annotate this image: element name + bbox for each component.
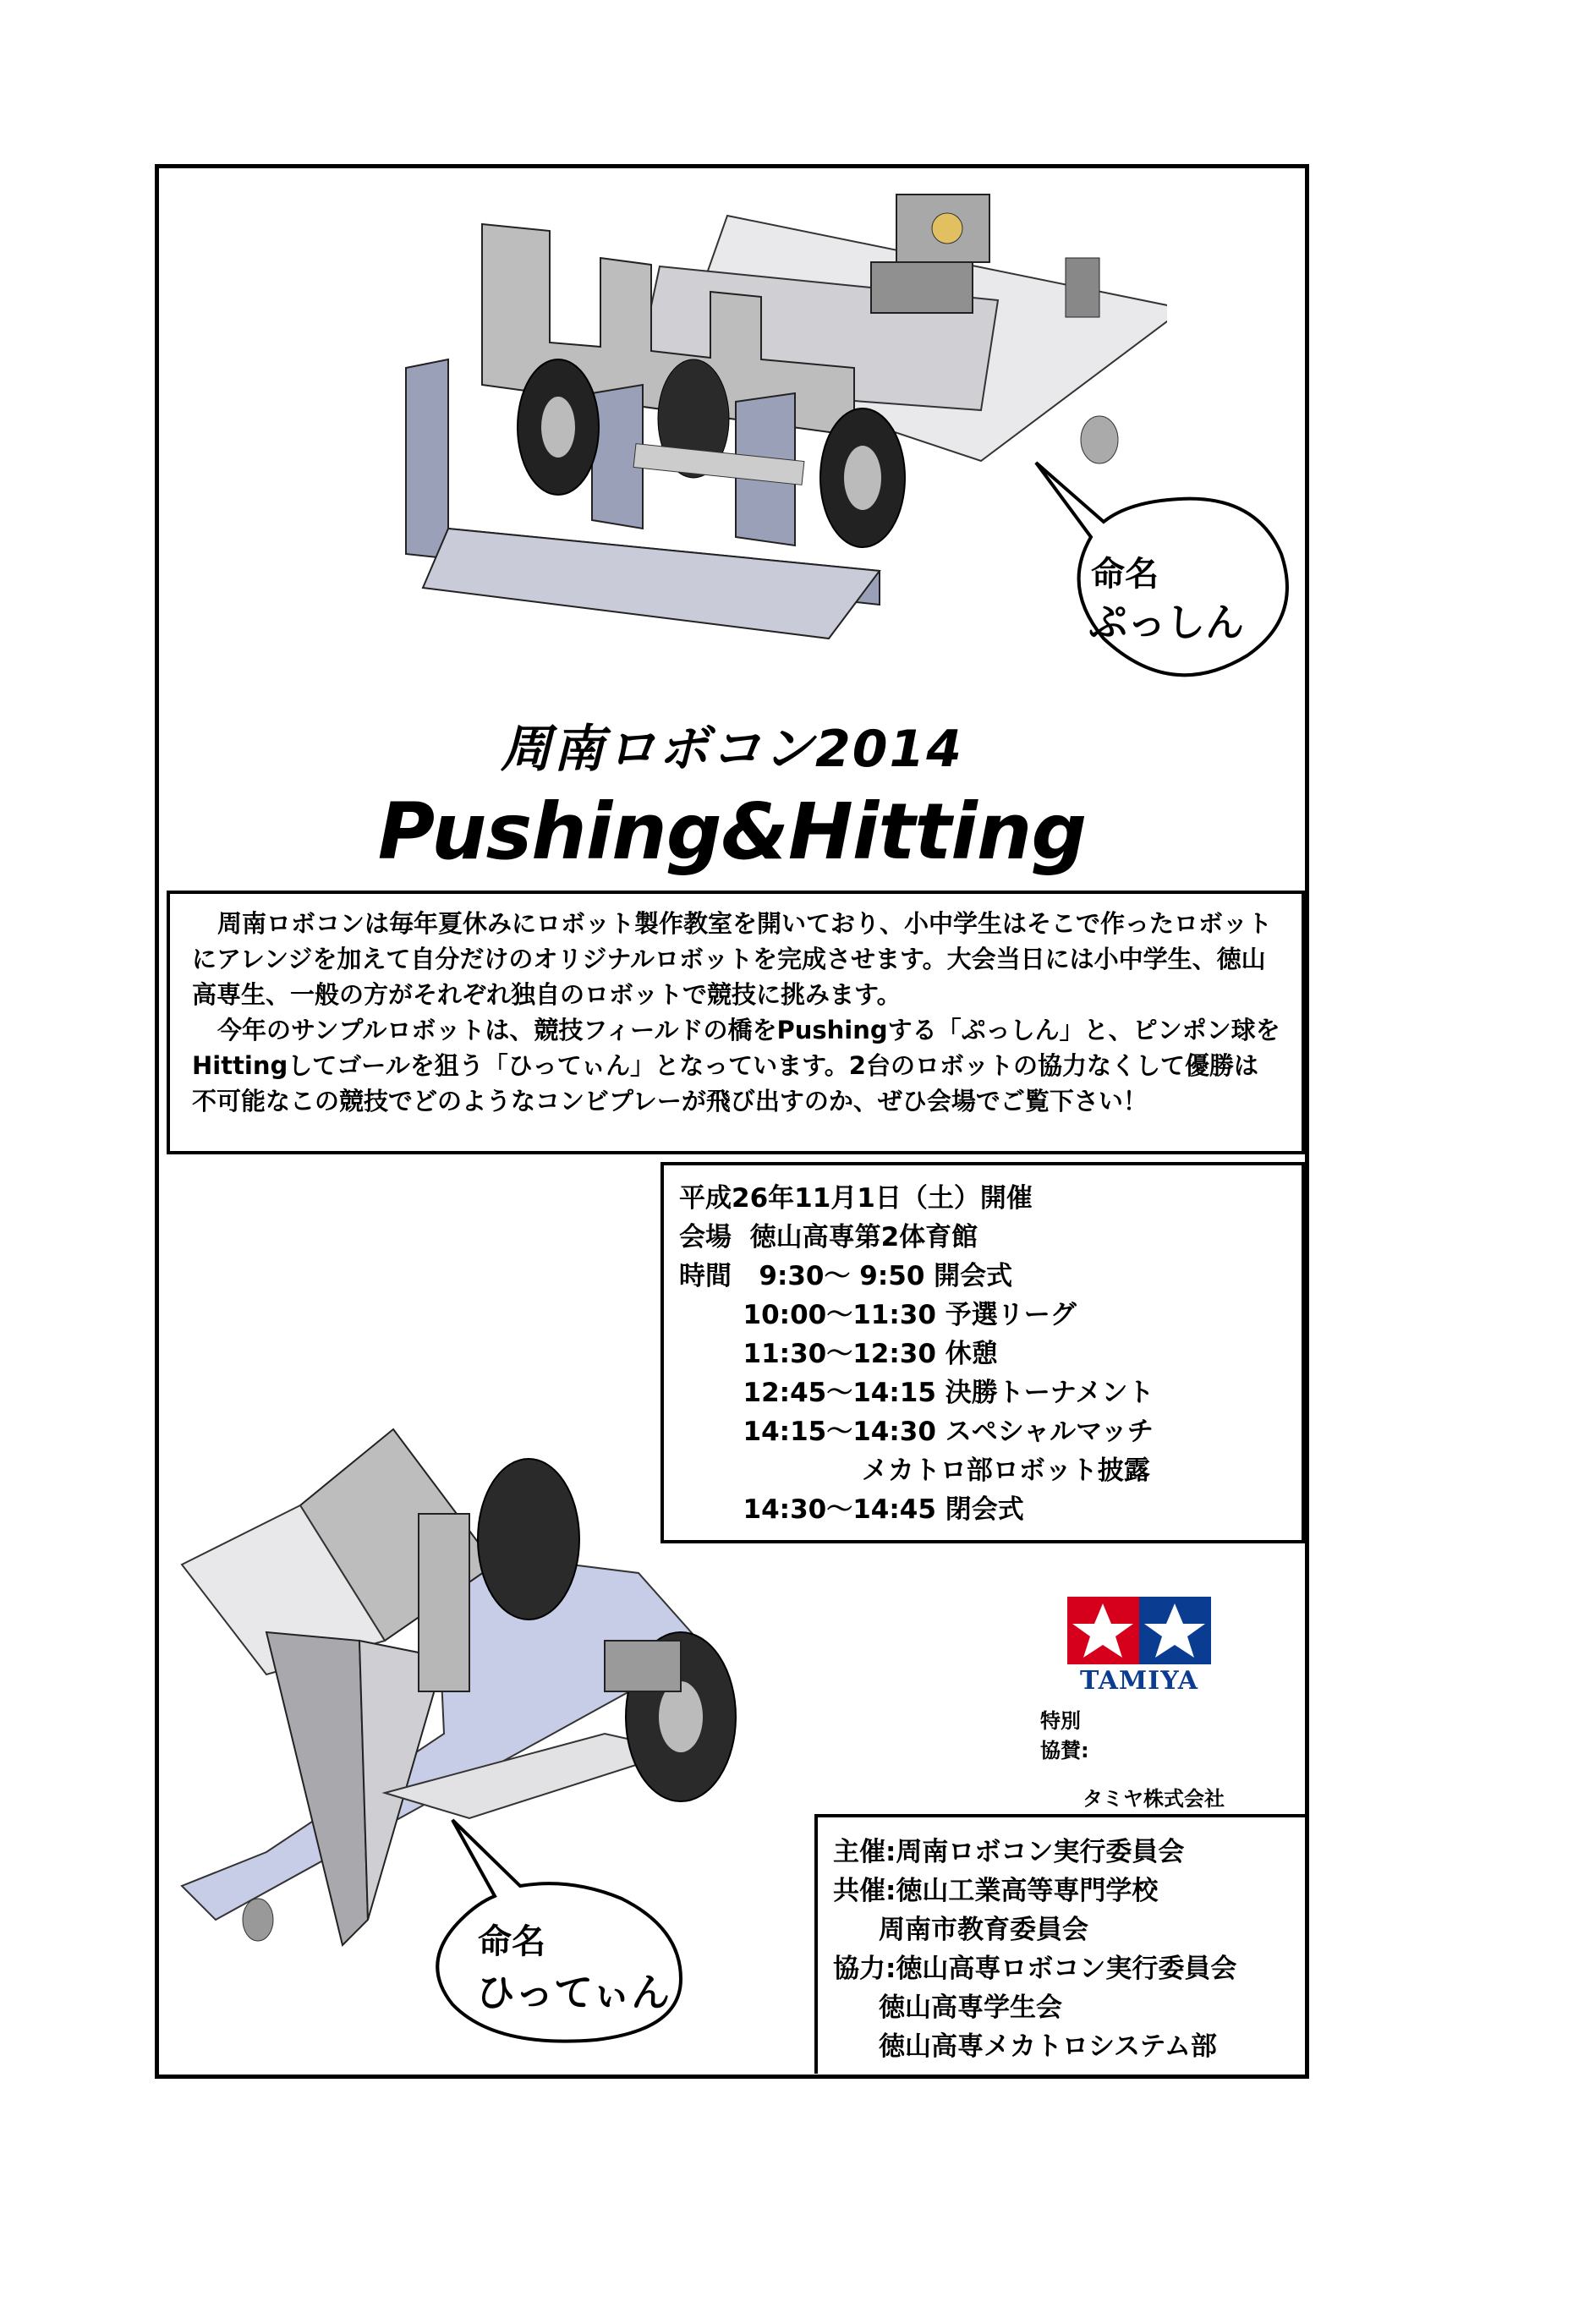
schedule-item: 12:45～14:15 決勝トーナメント	[679, 1378, 1154, 1408]
event-venue: 会場 徳山高専第2体育館	[679, 1222, 978, 1252]
schedule-item: 10:00～11:30 予選リーグ	[679, 1300, 1077, 1330]
schedule-item: 14:15～14:30 スペシャルマッチ	[679, 1417, 1154, 1447]
intro-paragraph-1: 周南ロボコンは毎年夏休みにロボット製作教室を開いており、小中学生はそこで作ったロボットにアレンジを加えて自分だけのオリジナルロボットを完成させます。大会当日には小中学生、徳山高専生、一般の方がそれぞれ独自のロボットで競技に挑みます。	[192, 909, 1273, 1009]
bubble-label: 命名	[1091, 555, 1159, 594]
schedule-item: 時間 9:30～ 9:50 開会式	[679, 1261, 1013, 1291]
bubble-label: 命名	[478, 1922, 545, 1961]
organizer-row: 徳山高専メカトロシステム部	[833, 2031, 1217, 2062]
bubble-robot-name: ひってぃん	[476, 1970, 671, 2015]
intro-box	[167, 891, 1305, 1154]
event-title: 周南ロボコン2014	[501, 720, 963, 779]
tamiya-logo-text: TAMIYA	[1080, 1666, 1198, 1696]
sponsor-block	[814, 1597, 1225, 1812]
sponsor-label: 特別協賛:	[1040, 1709, 1089, 1762]
organizer-row: 周南市教育委員会	[833, 1915, 1088, 1945]
event-date: 平成26年11月1日（土）開催	[679, 1183, 1033, 1214]
pushing-robot-name-bubble	[1011, 461, 1298, 689]
organizer-row: 徳山高専学生会	[833, 1992, 1062, 2023]
schedule-item: 14:30～14:45 閉会式	[679, 1494, 1024, 1525]
event-theme: Pushing&Hitting	[377, 787, 1087, 877]
organizer-row: 主催:周南ロボコン実行委員会	[833, 1837, 1185, 1867]
organizer-box	[814, 1814, 1305, 2074]
hitting-robot-name-bubble	[427, 1818, 698, 2047]
intro-paragraph-2: 今年のサンプルロボットは、競技フィールドの橋をPushingする「ぷっしん」と、ピンポン球をHittingしてゴールを狙う「ひってぃん」となっています。2台のロボットの協力なくして優勝は不可能なこの競技でどのようなコンビプレーが飛び出すのか、ぜひ会場でご覧下さい！	[192, 1016, 1280, 1115]
schedule-item: 11:30～12:30 休憩	[679, 1339, 998, 1369]
organizer-row: 協力:徳山高専ロボコン実行委員会	[833, 1954, 1237, 1984]
sponsor-name: タミヤ株式会社	[1083, 1787, 1225, 1811]
bubble-robot-name: ぷっしん	[1088, 600, 1244, 645]
organizer-row: 共催:徳山工業高等専門学校	[833, 1876, 1159, 1906]
tamiya-logo	[1067, 1597, 1211, 1696]
schedule-item: メカトロ部ロボット披露	[679, 1455, 1150, 1486]
